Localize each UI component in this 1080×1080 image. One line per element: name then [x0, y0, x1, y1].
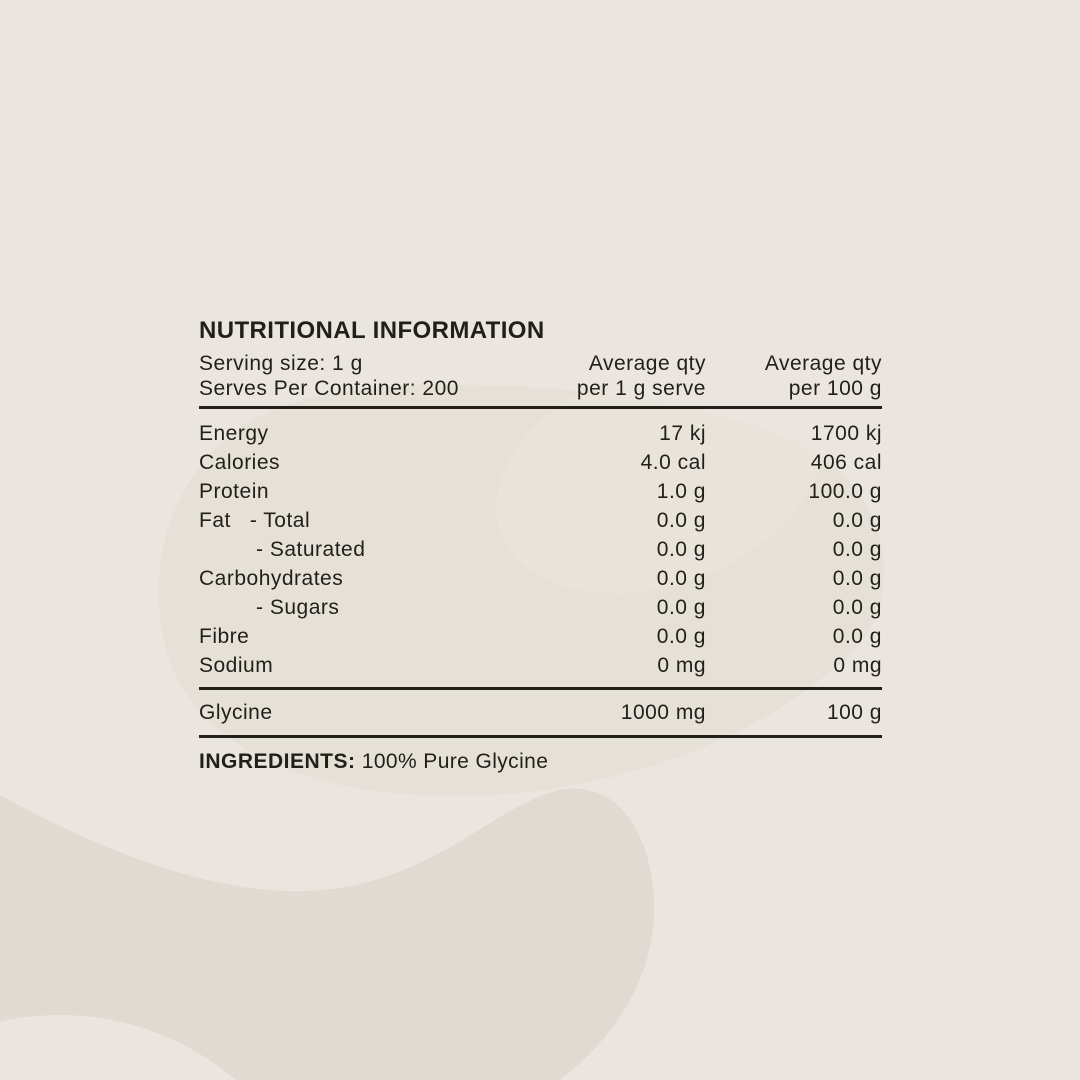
table-row-carbohydrates: [199, 564, 882, 593]
ingredients-value: 100% Pure Glycine: [355, 750, 549, 773]
column-header-per-100g-line1: Average qty: [764, 352, 882, 375]
column-header-per-100g: [706, 351, 882, 401]
table-row-fat-total: [199, 506, 882, 535]
row-label: Energy: [199, 421, 269, 445]
value-per-serve: 0.0 g: [656, 537, 706, 561]
value-per-100g: 0.0 g: [832, 537, 882, 561]
value-per-100g: 0.0 g: [832, 566, 882, 590]
value-per-serve: 17 kj: [659, 421, 706, 445]
nutrient-rows: [199, 419, 882, 680]
value-per-100g: 0 mg: [833, 653, 882, 677]
column-header-per-serve-line1: Average qty: [588, 352, 706, 375]
row-label: Protein: [199, 479, 270, 503]
serves-per-container-text: Serves Per Container: 200: [199, 377, 459, 400]
ingredients-label: INGREDIENTS:: [199, 750, 356, 773]
table-row-fibre: [199, 622, 882, 651]
table-row-protein: [199, 477, 882, 506]
table-row-sodium: [199, 651, 882, 680]
divider-bottom: [199, 735, 882, 738]
value-per-100g: 0.0 g: [832, 624, 882, 648]
value-per-serve: 4.0 cal: [640, 450, 706, 474]
table-row-energy: [199, 419, 882, 448]
serving-size-text: Serving size: 1 g: [199, 352, 363, 375]
row-label: - Saturated: [199, 537, 366, 561]
value-per-serve: 0.0 g: [656, 508, 706, 532]
row-label: Calories: [199, 450, 281, 474]
value-per-serve: 1000 mg: [620, 700, 706, 724]
value-per-serve: 1.0 g: [656, 479, 706, 503]
ingredients-line: [199, 750, 882, 774]
value-per-100g: 100.0 g: [808, 479, 882, 503]
row-label: Sodium: [199, 653, 274, 677]
value-per-100g: 0.0 g: [832, 595, 882, 619]
column-header-per-100g-line2: per 100 g: [788, 377, 882, 400]
value-per-100g: 406 cal: [810, 450, 882, 474]
table-row-fat-saturated: [199, 535, 882, 564]
table-header: [199, 351, 882, 401]
value-per-100g: 1700 kj: [810, 421, 882, 445]
row-label: Fibre: [199, 624, 250, 648]
value-per-serve: 0.0 g: [656, 624, 706, 648]
serving-info: [199, 351, 556, 401]
table-row-sugars: [199, 593, 882, 622]
value-per-100g: 0.0 g: [832, 508, 882, 532]
table-row-glycine: [199, 690, 882, 735]
row-label: Carbohydrates: [199, 566, 344, 590]
nutrition-panel: [199, 317, 882, 774]
value-per-serve: 0.0 g: [656, 595, 706, 619]
table-row-calories: [199, 448, 882, 477]
value-per-100g: 100 g: [826, 700, 882, 724]
value-per-serve: 0 mg: [657, 653, 706, 677]
column-header-per-serve: [556, 351, 706, 401]
row-label: Fat - Total: [199, 508, 311, 532]
column-header-per-serve-line2: per 1 g serve: [576, 377, 706, 400]
row-label: - Sugars: [199, 595, 340, 619]
divider-top: [199, 406, 882, 409]
row-label: Glycine: [199, 700, 273, 724]
panel-title: NUTRITIONAL INFORMATION: [199, 317, 545, 344]
value-per-serve: 0.0 g: [656, 566, 706, 590]
